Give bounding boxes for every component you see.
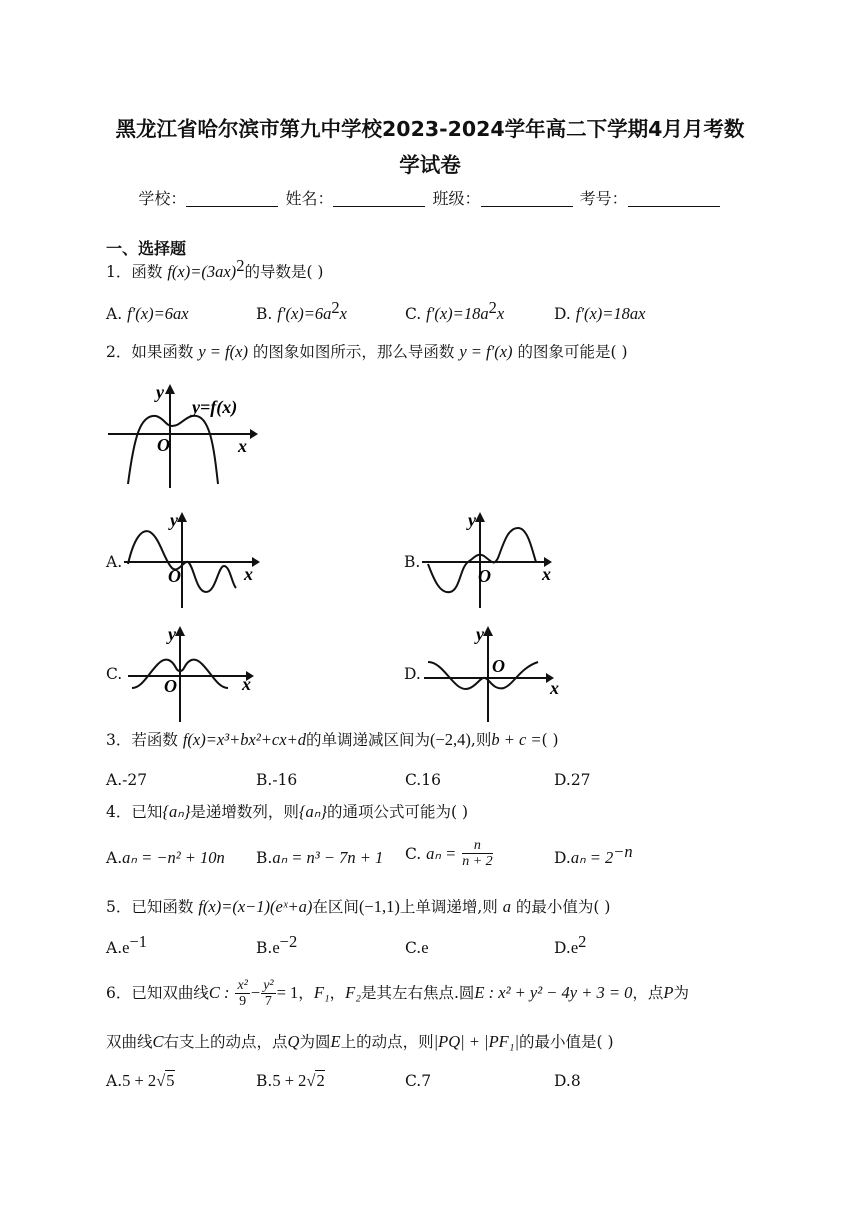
question-3 bbox=[106, 730, 559, 750]
school-blank[interactable] bbox=[186, 190, 278, 207]
math-expression: |PQ| + |PF₁| bbox=[433, 1032, 520, 1051]
option-value: 8 bbox=[570, 1072, 581, 1090]
question-text: 已知函数 bbox=[131, 898, 194, 916]
math-expression: 6ax bbox=[164, 304, 189, 323]
question-number: 6． bbox=[106, 984, 132, 1002]
math-expression: = 1 bbox=[276, 983, 299, 1002]
question-text: 右支上的动点，点 bbox=[163, 1033, 288, 1051]
question-text: ,则 bbox=[470, 731, 492, 749]
q2-option-c-label[interactable]: C. bbox=[106, 665, 123, 683]
origin-label: O bbox=[168, 566, 181, 586]
question-text: 函数 bbox=[131, 263, 163, 281]
question-5 bbox=[106, 897, 610, 917]
math-expression: 6a bbox=[314, 304, 332, 323]
math-expression: 18a bbox=[463, 304, 489, 323]
option-label: B. bbox=[256, 771, 273, 789]
option-label: B. bbox=[256, 305, 273, 323]
question-text: ， bbox=[298, 984, 314, 1002]
question-text: 若函数 bbox=[131, 731, 178, 749]
math-expression: P bbox=[663, 983, 674, 1002]
option-label: C. bbox=[405, 939, 422, 957]
math-expression: F₂ bbox=[345, 983, 361, 1002]
option-label: A. bbox=[106, 1072, 123, 1090]
option-value: -27 bbox=[122, 771, 148, 789]
math-expression: aₙ = n³ − 7n + 1 bbox=[272, 848, 384, 867]
option-label: A. bbox=[106, 305, 123, 323]
q3-option-b[interactable] bbox=[256, 770, 297, 790]
math-expression: f′(x)= bbox=[277, 304, 315, 323]
radicand: 5 bbox=[166, 1071, 175, 1090]
option-label: D. bbox=[554, 305, 571, 323]
option-label: B. bbox=[256, 939, 273, 957]
question-text: 的导数是( ) bbox=[244, 263, 324, 281]
option-label: D. bbox=[554, 771, 571, 789]
sqrt-sign: √ bbox=[156, 1071, 166, 1090]
option-label: A. bbox=[106, 849, 123, 867]
q2-option-c-graph[interactable] bbox=[120, 620, 270, 724]
class-blank[interactable] bbox=[481, 190, 573, 207]
math-expression: e bbox=[570, 938, 579, 957]
q2-option-b-label[interactable]: B. bbox=[404, 553, 421, 571]
x-axis-label: x bbox=[238, 436, 247, 456]
question-text: 上单调递增,则 bbox=[399, 898, 498, 916]
math-expression: f′(x)= bbox=[127, 304, 165, 323]
question-text: 如果函数 bbox=[131, 343, 194, 361]
math-expression: f(x)=(3ax) bbox=[167, 262, 237, 281]
question-text: ， bbox=[329, 984, 346, 1002]
math-expression: {aₙ} bbox=[162, 802, 191, 821]
option-label: D. bbox=[554, 849, 571, 867]
math-exponent: 2 bbox=[236, 255, 245, 275]
math-expression: e bbox=[272, 938, 280, 957]
math-expression: x bbox=[496, 304, 505, 323]
origin-label: O bbox=[478, 566, 491, 586]
math-expression: E bbox=[330, 1032, 341, 1051]
option-label: B. bbox=[256, 849, 273, 867]
math-expression: a bbox=[502, 897, 511, 916]
question-text: 为圆 bbox=[299, 1033, 331, 1051]
question-number: 4． bbox=[106, 803, 132, 821]
question-text: 的图象可能是( ) bbox=[517, 343, 628, 361]
question-text: 已知 bbox=[131, 803, 163, 821]
question-number: 1． bbox=[106, 263, 132, 281]
question-text: 双曲线 bbox=[106, 1033, 153, 1051]
fraction: $\frac{\text{y²}}{7}$ bbox=[263, 978, 274, 1009]
x-axis-label: x bbox=[550, 678, 559, 698]
math-expression: 18ax bbox=[613, 304, 646, 323]
q4-option-c[interactable] bbox=[405, 838, 494, 870]
q1-option-c[interactable] bbox=[405, 297, 505, 324]
math-exponent: −1 bbox=[129, 931, 148, 951]
question-6-line1: 6．已知双曲线C : $\frac{\text{x²}}{9}$ − $\frac{\text{y²}}{7}$ = 1，F₁，F₂是其左右焦点.圆E : x² + y² − 4y + 3 = 0，点P为 bbox=[106, 978, 690, 1009]
x-axis-label: x bbox=[244, 564, 253, 584]
q2-option-d-label[interactable]: D. bbox=[404, 665, 421, 683]
math-expression: y = f′(x) bbox=[459, 342, 513, 361]
q3-option-a[interactable] bbox=[106, 770, 147, 790]
q2-option-a-graph[interactable] bbox=[120, 506, 270, 610]
y-axis-label: y bbox=[170, 510, 178, 530]
exam-number-blank[interactable] bbox=[628, 190, 720, 207]
q6-option-a[interactable] bbox=[106, 1071, 175, 1091]
math-expression: f(x)=x³+bx²+cx+d bbox=[182, 730, 306, 749]
q3-option-d[interactable] bbox=[554, 770, 591, 790]
question-text: 上的动点，则 bbox=[340, 1033, 434, 1051]
math-expression: Q bbox=[287, 1032, 300, 1051]
question-text: 的图象如图所示，那么导函数 bbox=[252, 343, 455, 361]
q6-option-c[interactable] bbox=[405, 1071, 431, 1091]
question-text: 已知双曲线 bbox=[131, 984, 209, 1002]
question-2 bbox=[106, 342, 628, 362]
option-value: 27 bbox=[570, 771, 591, 789]
question-text: 为 bbox=[673, 984, 690, 1002]
exam-title-line1: 黑龙江省哈尔滨市第九中学校2023-2024学年高二下学期4月月考数 bbox=[115, 117, 745, 141]
q6-option-d[interactable] bbox=[554, 1071, 581, 1091]
math-expression: y = f(x) bbox=[198, 342, 248, 361]
y-axis-label: y bbox=[476, 624, 484, 644]
math-exponent: −n bbox=[613, 841, 633, 861]
math-expression: x bbox=[339, 304, 347, 323]
math-expression: e bbox=[421, 938, 429, 957]
question-text: 是其左右焦点.圆 bbox=[360, 984, 475, 1002]
q1-option-a[interactable] bbox=[106, 304, 189, 324]
name-blank[interactable] bbox=[333, 190, 425, 207]
y-axis-label: y bbox=[168, 624, 176, 644]
radicand: 2 bbox=[316, 1071, 325, 1090]
option-label: A. bbox=[106, 771, 123, 789]
q6-option-b[interactable] bbox=[256, 1071, 325, 1091]
y-axis-label: y bbox=[468, 510, 476, 530]
option-value: -16 bbox=[272, 771, 298, 789]
fraction: $\frac{n}{n + 2}$ bbox=[462, 838, 493, 869]
exam-number-label: 考号： bbox=[579, 189, 628, 208]
math-expression: (−2,4) bbox=[429, 730, 471, 749]
class-label: 班级： bbox=[432, 189, 481, 208]
question-number: 2． bbox=[106, 343, 132, 361]
school-label: 学校： bbox=[138, 189, 187, 208]
math-exponent: 2 bbox=[578, 931, 587, 951]
origin-label: O bbox=[492, 656, 505, 676]
math-expression: F₁ bbox=[313, 983, 330, 1002]
q4-option-d[interactable] bbox=[554, 841, 633, 868]
x-axis-label: x bbox=[542, 564, 551, 584]
graph-y-f-x bbox=[100, 378, 260, 490]
option-value: 16 bbox=[421, 771, 441, 789]
option-label: B. bbox=[256, 1072, 273, 1090]
question-text: 的单调递减区间为 bbox=[305, 731, 430, 749]
question-1 bbox=[106, 255, 324, 282]
q5-option-b[interactable] bbox=[256, 931, 298, 958]
q2-option-d-graph[interactable] bbox=[418, 620, 568, 724]
math-expression: f′(x)= bbox=[575, 304, 614, 323]
question-text: 在区间 bbox=[312, 898, 359, 916]
x-axis-label: x bbox=[242, 674, 251, 694]
option-label: C. bbox=[405, 845, 422, 863]
q4-option-a[interactable] bbox=[106, 848, 225, 868]
math-expression: f(x)=(x−1)(eˣ+a) bbox=[198, 897, 313, 916]
option-value: 7 bbox=[421, 1072, 432, 1090]
option-label: A. bbox=[106, 939, 123, 957]
q2-option-b-graph[interactable] bbox=[418, 506, 568, 610]
origin-label: O bbox=[164, 676, 177, 696]
option-label: D. bbox=[554, 1072, 571, 1090]
y-axis-label: y bbox=[156, 382, 164, 402]
q5-option-c[interactable] bbox=[405, 938, 429, 958]
q5-option-a[interactable] bbox=[106, 931, 148, 958]
math-expression: C : bbox=[208, 983, 230, 1002]
math-expression: aₙ = bbox=[426, 844, 457, 863]
math-exponent: 2 bbox=[331, 297, 340, 317]
math-expression: 5 + 2 bbox=[122, 1071, 157, 1090]
curve-label: y=f(x) bbox=[192, 397, 238, 417]
question-text: 的最小值为( ) bbox=[515, 898, 611, 916]
math-expression: f′(x)= bbox=[426, 304, 464, 323]
math-expression: 5 + 2 bbox=[272, 1071, 307, 1090]
math-expression: (−1,1) bbox=[358, 897, 400, 916]
question-text: 的最小值是( ) bbox=[519, 1033, 614, 1051]
sqrt-sign: √ bbox=[306, 1071, 316, 1090]
math-expression: E : x² + y² − 4y + 3 = 0 bbox=[474, 983, 633, 1002]
question-text: ，点 bbox=[632, 984, 664, 1002]
option-label: C. bbox=[405, 1072, 422, 1090]
math-expression: aₙ = −n² + 10n bbox=[122, 848, 225, 867]
q3-option-c[interactable] bbox=[405, 770, 441, 790]
math-expression: e bbox=[122, 938, 130, 957]
q2-option-a-label[interactable]: A. bbox=[106, 553, 123, 571]
question-6-line2 bbox=[106, 1032, 614, 1052]
question-number: 3． bbox=[106, 731, 132, 749]
math-expression: C bbox=[152, 1032, 164, 1051]
math-exponent: −2 bbox=[279, 931, 298, 951]
math-expression: aₙ = 2 bbox=[570, 848, 614, 867]
math-exponent: 2 bbox=[488, 297, 497, 317]
fraction: $\frac{\text{x²}}{9}$ bbox=[237, 978, 248, 1009]
exam-title-line2: 学试卷 bbox=[399, 153, 461, 177]
section-title: 一、选择题 bbox=[106, 239, 187, 258]
q1-option-b[interactable] bbox=[256, 297, 347, 324]
option-label: C. bbox=[405, 771, 422, 789]
q5-option-d[interactable] bbox=[554, 931, 587, 958]
option-label: C. bbox=[405, 305, 422, 323]
question-4 bbox=[106, 802, 468, 822]
origin-label: O bbox=[157, 435, 170, 455]
option-label: D. bbox=[554, 939, 571, 957]
q4-option-b[interactable] bbox=[256, 848, 383, 868]
student-info-row bbox=[0, 186, 860, 209]
question-text: ( ) bbox=[541, 731, 559, 749]
question-text: 是递增数列，则 bbox=[190, 803, 299, 821]
q1-option-d[interactable] bbox=[554, 304, 645, 324]
name-label: 姓名： bbox=[285, 189, 334, 208]
question-text: 的通项公式可能为( ) bbox=[326, 803, 468, 821]
math-expression: {aₙ} bbox=[298, 802, 327, 821]
question-number: 5． bbox=[106, 898, 132, 916]
math-expression: b + c = bbox=[491, 730, 542, 749]
